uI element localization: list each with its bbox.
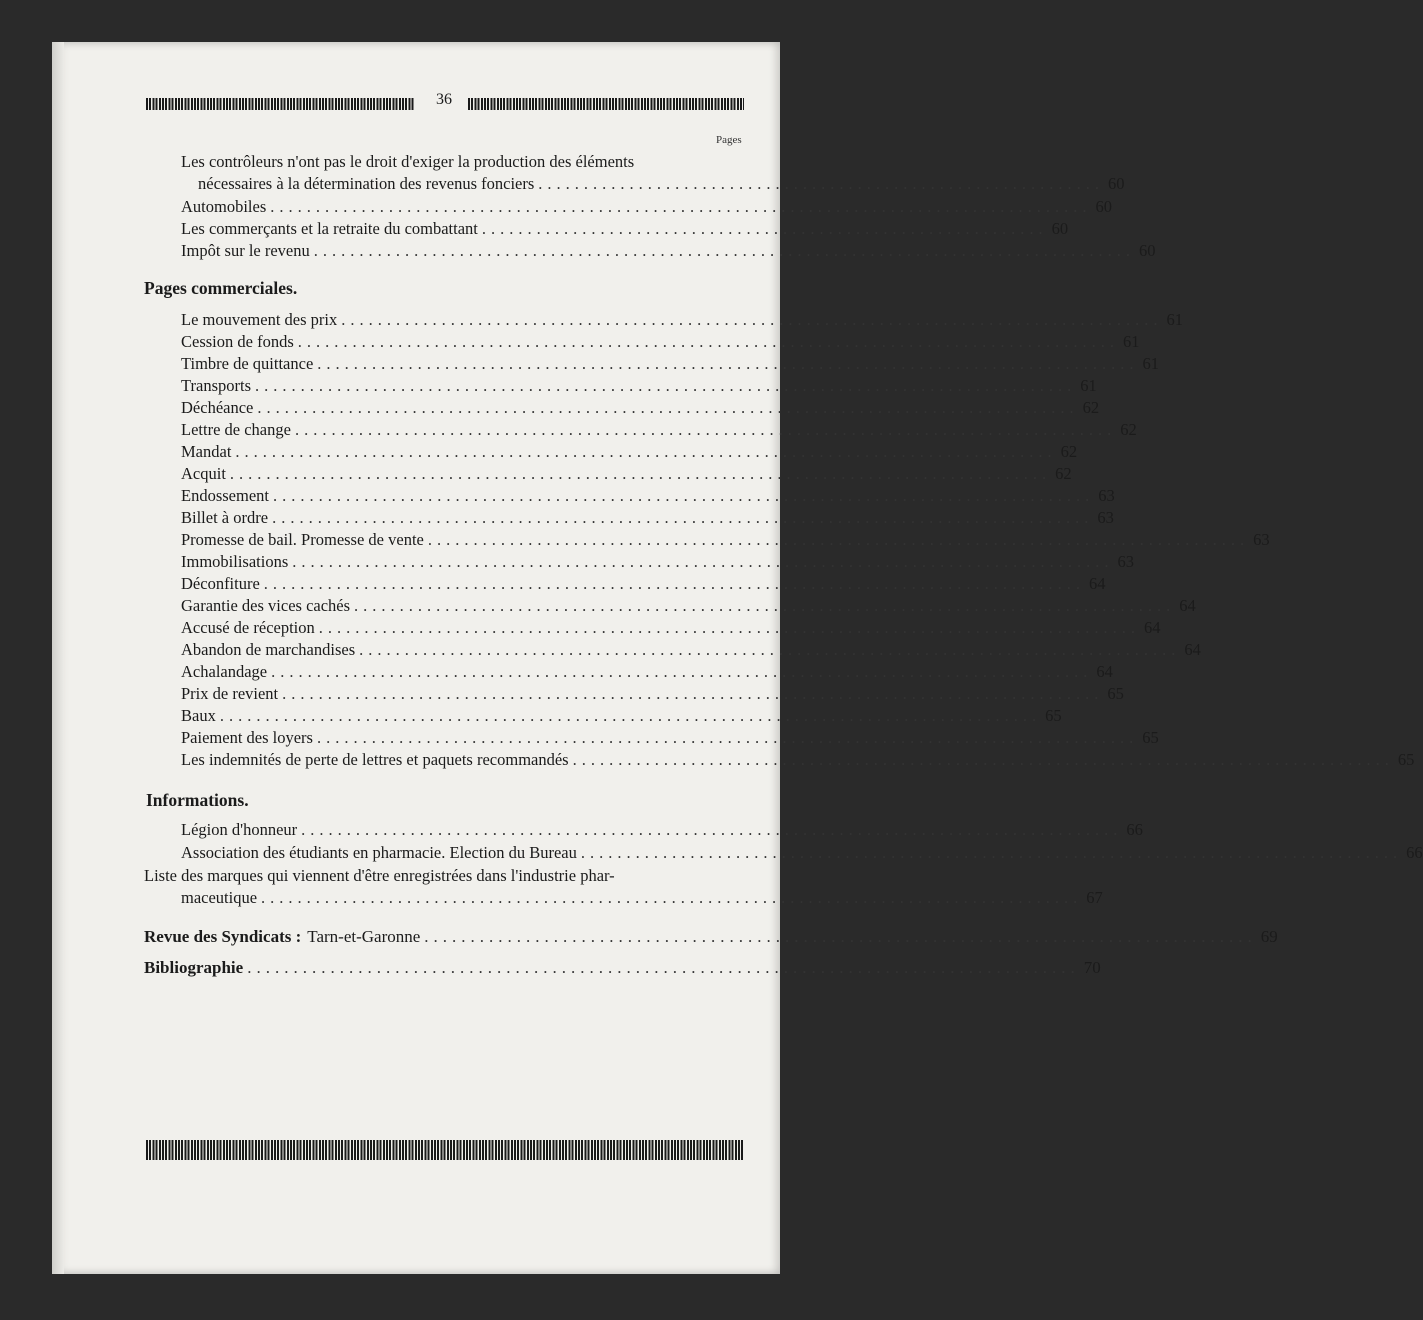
toc-entry: Paiement des loyers .......................................................................................... 65	[181, 728, 1159, 747]
toc-entry: Garantie des vices cachés .......................................................................................... 64	[181, 596, 1196, 615]
toc-entry: Légion d'honneur .......................................................................................... 66	[181, 820, 1143, 839]
toc-entry: Association des étudiants en pharmacie. Election du Bureau .......................................................................................... 66	[181, 843, 1423, 862]
toc-entry: Mandat .......................................................................................... 62	[181, 442, 1078, 461]
toc-entry: Endossement .......................................................................................... 63	[181, 486, 1115, 505]
toc-entry: nécessaires à la détermination des revenus fonciers .............................................................. 60	[198, 174, 1125, 193]
toc-entry: Les commerçants et la retraite du combattant .............................................................. 60	[181, 219, 1069, 238]
toc-entry-bibliographie: Bibliographie .......................................................................................... 70	[144, 958, 1101, 977]
toc-entry: Baux .......................................................................................... 65	[181, 706, 1062, 725]
section-heading-commerciales: Pages commerciales.	[144, 278, 298, 298]
footer-rule	[146, 1140, 744, 1160]
toc-entry: Transports .......................................................................................... 61	[181, 376, 1097, 395]
toc-entry: Prix de revient .......................................................................................... 65	[181, 684, 1124, 703]
toc-entry: Accusé de réception .......................................................................................... 64	[181, 618, 1161, 637]
page-binding	[52, 42, 64, 1274]
toc-entry: Immobilisations .......................................................................................... 63	[181, 552, 1134, 571]
toc-entry: Lettre de change .......................................................................................... 62	[181, 420, 1137, 439]
toc-entry: Abandon de marchandises .......................................................................................... 64	[181, 640, 1201, 659]
toc-entry: Promesse de bail. Promesse de vente .......................................................................................... 63	[181, 530, 1270, 549]
toc-entry: Déconfiture .......................................................................................... 64	[181, 574, 1106, 593]
toc-entry: Les indemnités de perte de lettres et paquets recommandés .......................................................................................... 65	[181, 750, 1415, 769]
section-heading-informations: Informations.	[146, 790, 249, 810]
toc-entry: Les contrôleurs n'ont pas le droit d'exiger la production des éléments	[181, 152, 635, 171]
toc-entry: Achalandage .......................................................................................... 64	[181, 662, 1113, 681]
toc-entry: Liste des marques qui viennent d'être enregistrées dans l'industrie phar-	[144, 866, 615, 885]
toc-entry: Cession de fonds .......................................................................................... 61	[181, 332, 1140, 351]
toc-entry: Automobiles .......................................................................................... 60	[181, 197, 1112, 216]
document-page	[52, 42, 1423, 1274]
toc-entry: Timbre de quittance .......................................................................................... 61	[181, 354, 1160, 373]
header-rule-right	[468, 98, 744, 110]
toc-entry: Acquit .......................................................................................... 62	[181, 464, 1072, 483]
toc-entry: Billet à ordre .......................................................................................... 63	[181, 508, 1114, 527]
toc-entry: Le mouvement des prix .......................................................................................... 61	[181, 310, 1184, 329]
toc-entry: Impôt sur le revenu .......................................................................................... 60	[181, 241, 1156, 260]
header-rule-left	[146, 98, 414, 110]
page-number: 36	[436, 91, 452, 108]
toc-entry: Déchéance .......................................................................................... 62	[181, 398, 1100, 417]
pages-column-label: Pages	[716, 134, 742, 146]
toc-entry-revue: Revue des Syndicats : Tarn-et-Garonne .......................................................................................... 69	[144, 927, 1278, 946]
toc-entry: maceutique .......................................................................................... 67	[181, 888, 1103, 907]
